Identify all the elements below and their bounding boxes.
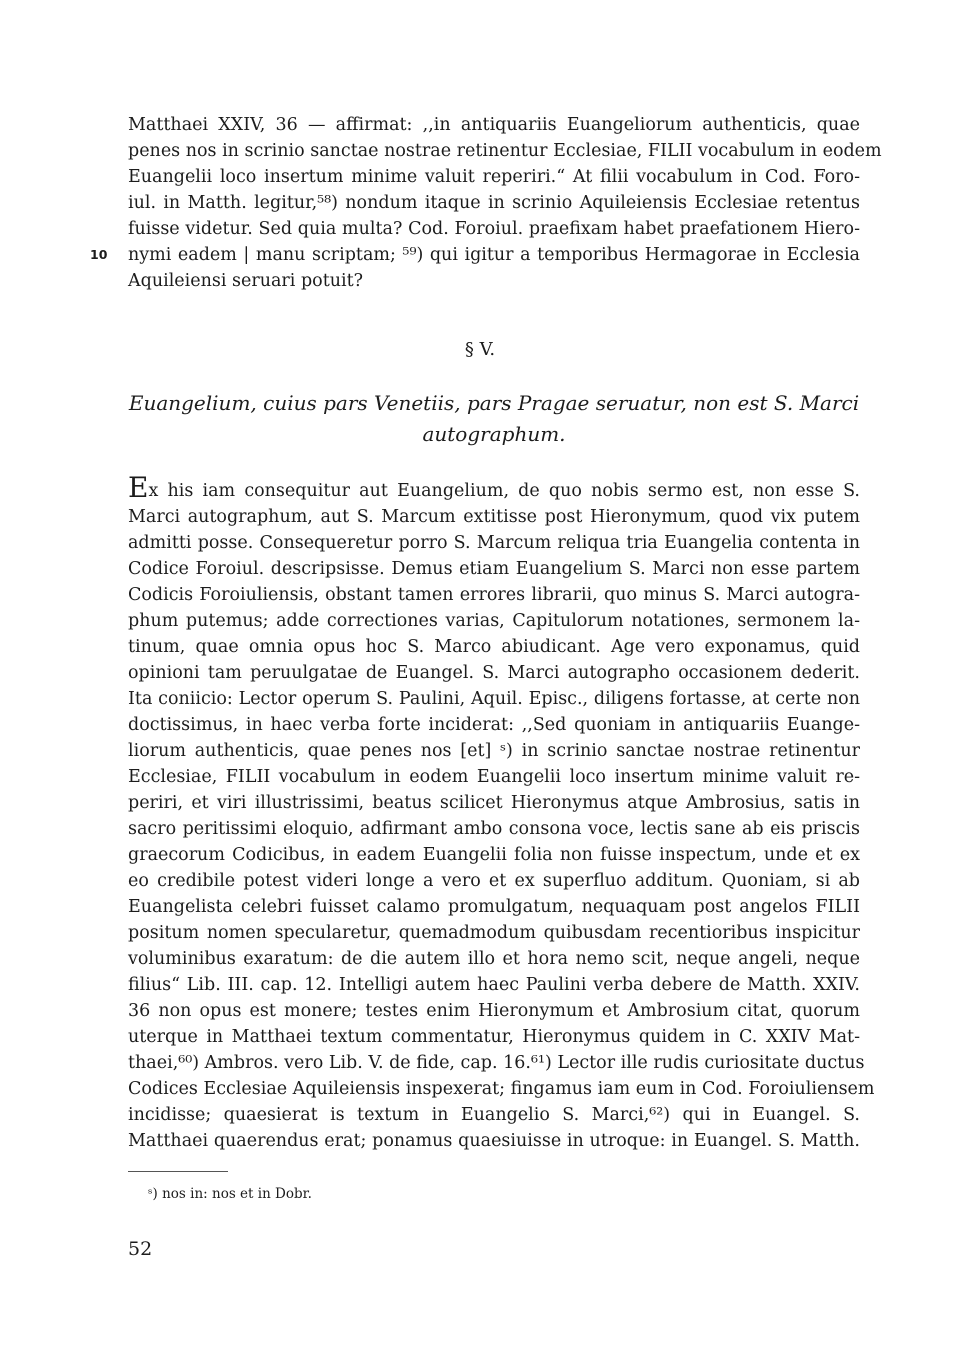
text-line: filius“ Lib. III. cap. 12. Intelligi autem haec Paulini verba debere de Matth. XXIV. [128, 975, 860, 995]
footnote: ˢ) nos in: nos et in Dobr. [148, 1186, 312, 1202]
text-line: incidisse; quaesierat is textum in Euangelio S. Marci,⁶²) qui in Euangel. S. [128, 1105, 860, 1125]
text-line: nymi eadem | manu scriptam; ⁵⁹) qui igitur a temporibus Hermagorae in Ecclesia [128, 245, 860, 265]
text-line: Matthaei XXIV, 36 — affirmat: ,,in antiquariis Euangeliorum authenticis, quae [128, 115, 860, 135]
text-line: liorum authenticis, quae penes nos [et] ˢ) in scrinio sanctae nostrae retinentur [128, 741, 860, 761]
text-line: Euangelii loco insertum minime valuit reperiri.“ At filii vocabulum in Cod. Foro- [128, 167, 860, 187]
text-line: Codicis Foroiuliensis, obstant tamen errores librarii, quo minus S. Marci autogra- [128, 585, 860, 605]
text-line: sacro peritissimi eloquio, adfirmant ambo consona voce, lectis sane ab eis priscis [128, 819, 860, 839]
text-line: iul. in Matth. legitur,⁵⁸) nondum itaque in scrinio Aquileiensis Ecclesiae retentus [128, 193, 860, 213]
text-line: Ita coniicio: Lector operum S. Paulini, Aquil. Episc., diligens fortasse, at certe non [128, 689, 860, 709]
text-line: fuisse videtur. Sed quia multa? Cod. Foroiul. praefixam habet praefationem Hiero- [128, 219, 860, 239]
margin-line-number: 10 [90, 247, 108, 262]
footnote-rule [128, 1171, 228, 1172]
text-line: periri, et viri illustrissimi, beatus scilicet Hieronymus atque Ambrosius, satis in [128, 793, 860, 813]
text-line: Euangelista celebri fuisset calamo promulgatum, nequaquam post angelos FILII [128, 897, 860, 917]
text-line: admitti posse. Consequeretur porro S. Marcum reliqua tria Euangelia contenta in [128, 533, 860, 553]
text-line: 36 non opus est monere; testes enim Hieronymum et Ambrosium citat, quorum [128, 1001, 860, 1021]
text-line: opinioni tam peruulgatae de Euangel. S. Marci autographo occasionem dederit. [128, 663, 860, 683]
drop-initial: E [128, 471, 149, 504]
text-line: Matthaei quaerendus erat; ponamus quaesiuisse in utroque: in Euangel. S. Matth. [128, 1131, 860, 1151]
page-number: 52 [128, 1238, 153, 1260]
section-title-line1: Euangelium, cuius pars Venetiis, pars Pragae seruatur, non est S. Marci [128, 391, 860, 415]
text-line: eo credibile potest videri longe a vero et ex superfluo additum. Quoniam, si ab [128, 871, 860, 891]
text-line: Aquileiensi seruari potuit? [128, 271, 364, 291]
text-line: positum nomen specularetur, quemadmodum quibusdam recentioribus inspicitur [128, 923, 860, 943]
text-line [128, 471, 860, 504]
first-line-text: x his iam consequitur aut Euangelium, de quo nobis sermo est, non esse S. [148, 481, 860, 501]
text-line: voluminibus exaratum: de die autem illo et hora nemo scit, neque angeli, neque [128, 949, 860, 969]
text-line: graecorum Codicibus, in eadem Euangelii folia non fuisse inspectum, unde et ex [128, 845, 860, 865]
text-line: Marci autographum, aut S. Marcum extitisse post Hieronymum, quod vix putem [128, 507, 860, 527]
text-line: tinum, quae omnia opus hoc S. Marco abiudicant. Age vero exponamus, quid [128, 637, 860, 657]
text-line: Codice Foroiul. descripsisse. Demus etiam Euangelium S. Marci non esse partem [128, 559, 860, 579]
text-line: phum putemus; adde correctiones varias, Capitulorum notationes, sermonem la- [128, 611, 860, 631]
section-title-line2: autographum. [422, 422, 566, 446]
text-line: doctissimus, in haec verba forte inciderat: ,,Sed quoniam in antiquariis Euange- [128, 715, 860, 735]
text-line: thaei,⁶⁰) Ambros. vero Lib. V. de fide, cap. 16.⁶¹) Lector ille rudis curiositate ductus [128, 1053, 865, 1073]
text-line: uterque in Matthaei textum commentatur, Hieronymus quidem in C. XXIV Mat- [128, 1027, 860, 1047]
text-line: penes nos in scrinio sanctae nostrae retinentur Ecclesiae, FILII vocabulum in eodem [128, 141, 882, 161]
text-line: Codices Ecclesiae Aquileiensis inspexerat; fingamus iam eum in Cod. Foroiuliensem [128, 1079, 875, 1099]
section-heading: § V. [464, 339, 496, 360]
text-line: Ecclesiae, FILII vocabulum in eodem Euangelii loco insertum minime valuit re- [128, 767, 860, 787]
